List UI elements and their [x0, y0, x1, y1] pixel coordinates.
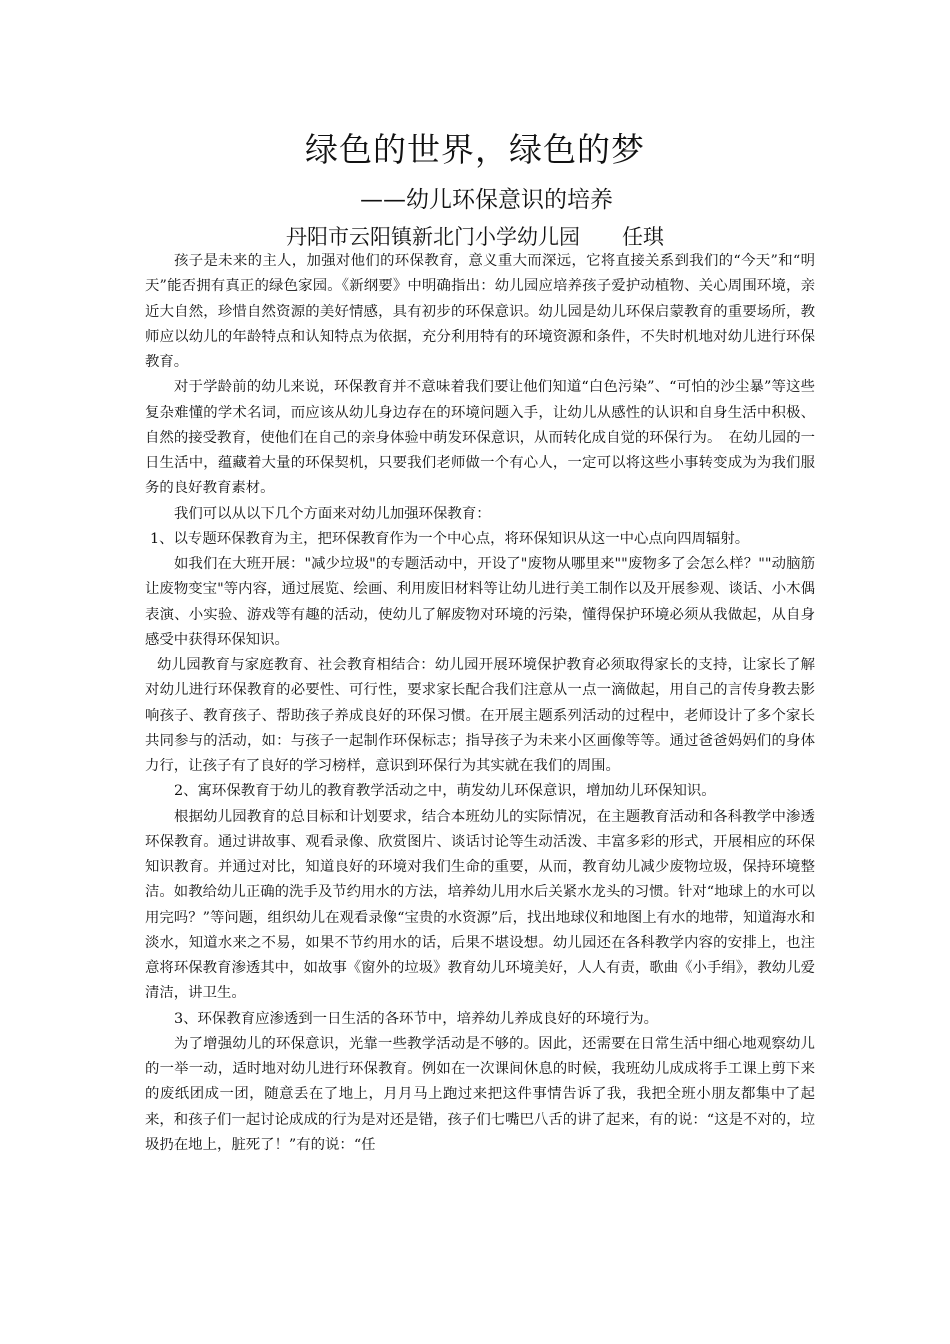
document-title: 绿色的世界，绿色的梦	[305, 130, 645, 169]
paragraph: 对于学龄前的幼儿来说，环保教育并不意味着我们要让他们知道“白色污染”、“可怕的沙尘暴”等这些复杂难懂的学术名词，而应该从幼儿身边存在的环境问题入手，让幼儿从感性的认识和自身生活中积极、自然的接受教育，使他们在自己的亲身体验中萌发环保意识，从而转化成自觉的环保行为。 在幼儿园的一日生活中，蕴藏着大量的环保契机，只要我们老师做一个有心人，一定可以将这些小事转变成为为我们服务的良好教育素材。	[145, 379, 815, 497]
paragraph: 我们可以从以下几个方面来对幼儿加强环保教育：	[174, 505, 491, 522]
document-subtitle: ——幼儿环保意识的培养	[360, 187, 613, 213]
document-byline: 丹阳市云阳镇新北门小学幼儿园 任琪	[286, 225, 664, 249]
paragraph: 为了增强幼儿的环保意识，光靠一些教学活动是不够的。因此，还需要在日常生活中细心地观察幼儿的一举一动，适时地对幼儿进行环保教育。例如在一次课间休息的时候，我班幼儿成成将手工课上剪下来的废纸团成一团，随意丢在了地上，月月马上跑过来把这件事情告诉了我，我把全班小朋友都集中了起来，和孩子们一起讨论成成的行为是对还是错，孩子们七嘴巴八舌的讲了起来，有的说：“这是不对的，垃圾扔在地上，脏死了！”有的说：“任	[145, 1035, 815, 1153]
document-body	[145, 249, 815, 1158]
section-heading: 2、寓环保教育于幼儿的教育教学活动之中，萌发幼儿环保意识，增加幼儿环保知识。	[174, 783, 716, 800]
section-heading: 1、以专题环保教育为主，把环保教育作为一个中心点，将环保知识从这一中心点向四周辐射。	[150, 530, 750, 547]
paragraph: 如我们在大班开展："减少垃圾"的专题活动中，开设了"废物从哪里来""废物多了会怎么样？""动脑筋让废物变宝"等内容，通过展览、绘画、利用废旧材料等让幼儿进行美工制作以及开展参观、谈话、小木偶表演、小实验、游戏等有趣的活动，使幼儿了解废物对环境的污染，懂得保护环境必须从我做起，从自身感受中获得环保知识。	[145, 556, 815, 648]
paragraph: 孩子是未来的主人，加强对他们的环保教育，意义重大而深远，它将直接关系到我们的“今天”和“明天”能否拥有真正的绿色家园。《新纲要》中明确指出：幼儿园应培养孩子爱护动植物、关心周围环境，亲近大自然，珍惜自然资源的美好情感，具有初步的环保意识。幼儿园是幼儿环保启蒙教育的重要场所，教师应以幼儿的年龄特点和认知特点为依据，充分利用特有的环境资源和条件，不失时机地对幼儿进行环保教育。	[145, 253, 815, 370]
paragraph: 根据幼儿园教育的总目标和计划要求，结合本班幼儿的实际情况，在主题教育活动和各科教学中渗透环保教育。通过讲故事、观看录像、欣赏图片、谈话讨论等生动活泼、丰富多彩的形式，开展相应的环保知识教育。并通过对比，知道良好的环境对我们生命的重要，从而，教育幼儿减少废物垃圾，保持环境整洁。如教给幼儿正确的洗手及节约用水的方法，培养幼儿用水后关紧水龙头的习惯。针对“地球上的水可以用完吗？”等问题，组织幼儿在观看录像“宝贵的水资源”后，找出地球仪和地图上有水的地带，知道海水和淡水，知道水来之不易，如果不节约用水的话，后果不堪设想。幼儿园还在各科教学内容的安排上，也注意将环保教育渗透其中，如故事《窗外的垃圾》教育幼儿环境美好，人人有责，歌曲《小手绢》，教幼儿爱清洁，讲卫生。	[145, 808, 815, 1002]
section-heading: 3、环保教育应渗透到一日生活的各环节中，培养幼儿养成良好的环境行为。	[174, 1010, 659, 1027]
paragraph: 幼儿园教育与家庭教育、社会教育相结合：幼儿园开展环境保护教育必须取得家长的支持，让家长了解对幼儿进行环保教育的必要性、可行性，要求家长配合我们注意从一点一滴做起，用自己的言传身教去影响孩子、教育孩子、帮助孩子养成良好的环保习惯。在开展主题系列活动的过程中，老师设计了多个家长共同参与的活动，如：与孩子一起制作环保标志；指导孩子为未来小区画像等等。通过爸爸妈妈们的身体力行，让孩子有了良好的学习榜样，意识到环保行为其实就在我们的周围。	[145, 657, 815, 774]
